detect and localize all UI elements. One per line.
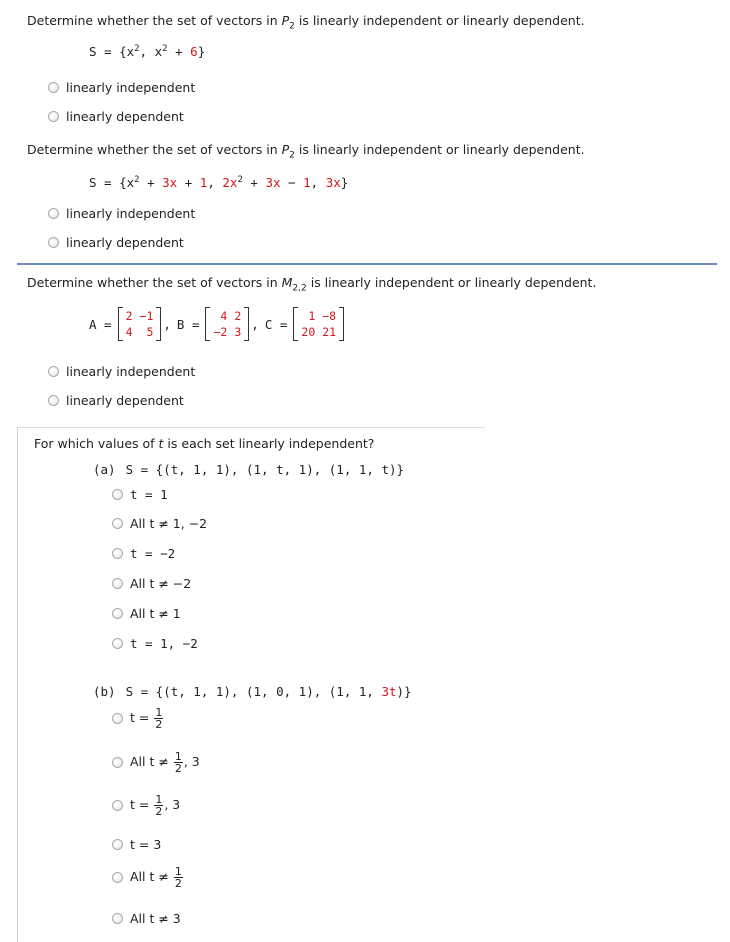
q2-set: $S = \{x^2 + 3x + 1$, $2x^2 + 3x - 1$, 3x} bbox=[89, 175, 349, 191]
radio-button[interactable] bbox=[112, 713, 123, 724]
q2-prompt: Determine whether the set of vectors in $P_2$ is linearly independent or linearly dependent. bbox=[27, 142, 585, 161]
q1-option-independent[interactable] bbox=[48, 80, 195, 95]
matrix-b: 4 2 −2 3 bbox=[205, 307, 249, 341]
matrix-c: 1 −8 20 21 bbox=[293, 307, 344, 341]
q3-option-dependent[interactable] bbox=[48, 393, 184, 408]
q4a-option-3[interactable]: t = −2 bbox=[112, 546, 175, 561]
matrix-a-label: A = bbox=[89, 316, 112, 332]
q4b-set: (b) S = {(t, 1, 1), (1, 0, 1), (1, 1, 3t)} bbox=[93, 684, 412, 699]
q4a-option-6[interactable]: t = 1, −2 bbox=[112, 636, 198, 651]
option-label: linearly dependent bbox=[66, 235, 184, 250]
q4b-option-6[interactable]: All t ≠ 3 bbox=[112, 911, 181, 926]
radio-button[interactable] bbox=[48, 237, 59, 248]
radio-button[interactable] bbox=[112, 578, 123, 589]
q4a-option-5[interactable]: All t ≠ 1 bbox=[112, 606, 181, 621]
q4-prompt: For which values of t is each set linearly independent? bbox=[34, 436, 375, 451]
q1-space-sub: 2 bbox=[289, 21, 295, 32]
option-label: linearly dependent bbox=[66, 393, 184, 408]
radio-button[interactable] bbox=[112, 913, 123, 924]
q4b-option-4[interactable]: t = 3 bbox=[112, 837, 161, 852]
q3-prompt: Determine whether the set of vectors in $M_{2,2}$ is linearly independent or linearly dependent. bbox=[27, 275, 597, 294]
q1-option-dependent[interactable] bbox=[48, 109, 184, 124]
q1-prompt-text-b: is linearly independent or linearly dependent. bbox=[294, 13, 585, 28]
radio-button[interactable] bbox=[112, 800, 123, 811]
radio-button[interactable] bbox=[48, 208, 59, 219]
q4b-option-5[interactable]: All t ≠ $\frac{1}{2}$ bbox=[112, 866, 184, 889]
q4a-option-4[interactable]: All t ≠ −2 bbox=[112, 576, 191, 591]
radio-button[interactable] bbox=[112, 638, 123, 649]
matrix-c-label: C = bbox=[264, 316, 288, 332]
matrix-a: 2 −1 4 5 bbox=[118, 307, 162, 341]
q1-prompt-text-a: Determine whether the set of vectors in bbox=[27, 13, 282, 28]
q4b-option-2[interactable]: All t ≠ $\frac{1}{2}$ , 3 bbox=[112, 751, 200, 774]
radio-button[interactable] bbox=[112, 518, 123, 529]
option-label: linearly independent bbox=[66, 80, 196, 95]
radio-button[interactable] bbox=[48, 82, 59, 93]
radio-button[interactable] bbox=[112, 489, 123, 500]
q4-box-top bbox=[17, 427, 485, 428]
q2-option-independent[interactable] bbox=[48, 206, 195, 221]
q4a-option-2[interactable]: All t ≠ 1, −2 bbox=[112, 516, 207, 531]
option-label: linearly independent bbox=[66, 364, 196, 379]
radio-button[interactable] bbox=[112, 839, 123, 850]
q1-set: $S = \{x^2$, $x^2 + 6$} bbox=[89, 44, 206, 60]
q2-option-dependent[interactable] bbox=[48, 235, 184, 250]
q4b-option-1[interactable]: t = $\frac{1}{2}$ bbox=[112, 707, 164, 730]
matrix-b-label: B = bbox=[176, 316, 200, 332]
q4-box-left bbox=[17, 427, 18, 942]
radio-button[interactable] bbox=[112, 872, 123, 883]
radio-button[interactable] bbox=[48, 395, 59, 406]
radio-button[interactable] bbox=[112, 757, 123, 768]
radio-button[interactable] bbox=[48, 111, 59, 122]
q4a-option-1[interactable]: t = 1 bbox=[112, 487, 168, 502]
radio-button[interactable] bbox=[112, 548, 123, 559]
q4a-set: (a) S = {(t, 1, 1), (1, t, 1), (1, 1, t)} bbox=[93, 462, 405, 477]
section-divider bbox=[17, 263, 717, 265]
radio-button[interactable] bbox=[112, 608, 123, 619]
q4b-option-3[interactable]: t = $\frac{1}{2}$ , 3 bbox=[112, 794, 180, 817]
option-label: linearly independent bbox=[66, 206, 196, 221]
q3-option-independent[interactable] bbox=[48, 364, 195, 379]
q3-matrices: A = 2 −1 4 5 , B = 4 2 −2 3 , C = 1 −8 20 21 bbox=[89, 307, 344, 341]
radio-button[interactable] bbox=[48, 366, 59, 377]
q1-prompt bbox=[27, 13, 585, 32]
q1-space: P bbox=[281, 13, 290, 28]
option-label: linearly dependent bbox=[66, 109, 184, 124]
